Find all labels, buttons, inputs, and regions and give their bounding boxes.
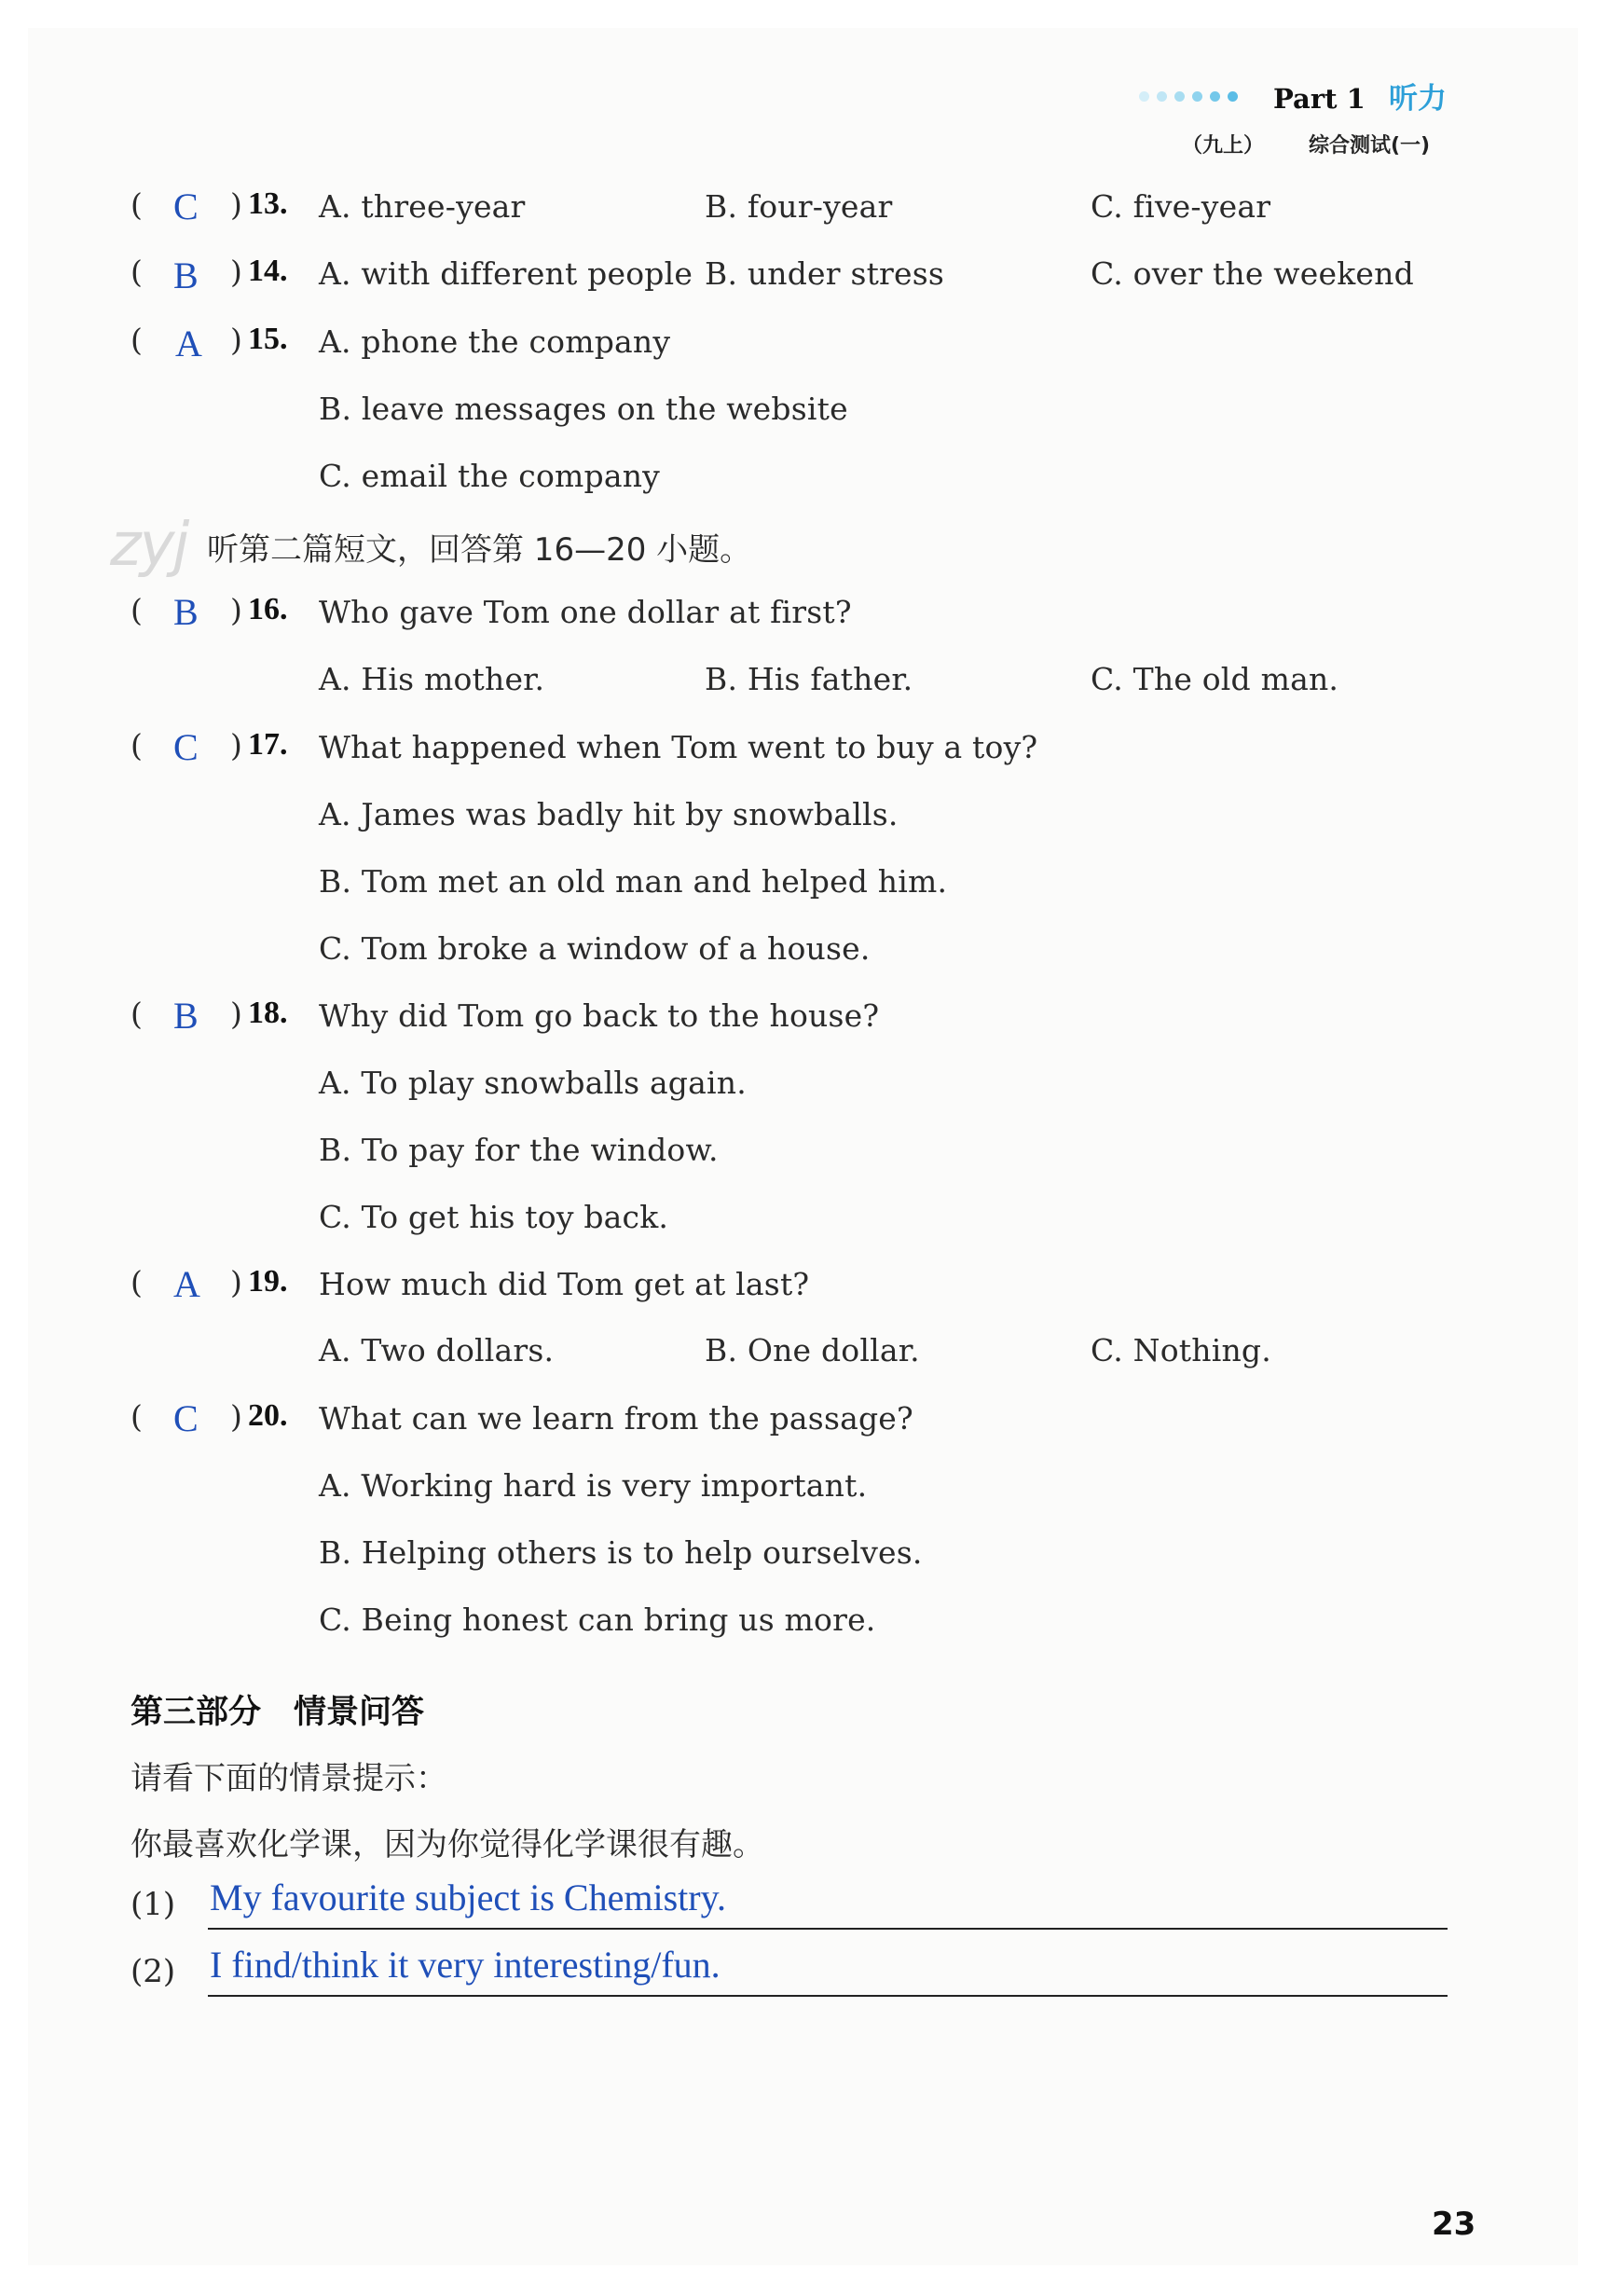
header-dots [1139, 88, 1245, 105]
question-number: 19. [248, 1264, 288, 1299]
header-section: 听力 [1389, 82, 1447, 116]
answer: B [173, 591, 199, 633]
option-c: C. Tom broke a window of a house. [319, 930, 871, 967]
header-dot [1157, 91, 1167, 102]
paren-open: ( [130, 322, 143, 358]
paren-close: ) [230, 186, 242, 223]
option-c: C. The old man. [1091, 661, 1339, 697]
page-number: 23 [1432, 2206, 1476, 2243]
header-dot [1139, 91, 1149, 102]
paren-close: ) [230, 254, 242, 290]
answer: A [175, 323, 202, 364]
option-a: A. His mother. [319, 661, 545, 697]
passage2-intro: 听第二篇短文，回答第 16—20 小题。 [207, 531, 752, 569]
question-text: Who gave Tom one dollar at first? [319, 594, 852, 630]
option-b: B. One dollar. [705, 1332, 920, 1368]
answer-text: I find/think it very interesting/fun. [210, 1944, 721, 1986]
paren-close: ) [230, 592, 242, 628]
option-c: C. five-year [1091, 188, 1271, 225]
paren-open: ( [130, 727, 143, 763]
paren-open: ( [130, 1398, 143, 1435]
header-dot [1174, 91, 1185, 102]
page [28, 28, 1578, 2265]
question-number: 13. [248, 186, 288, 221]
option-a: A. with different people [319, 255, 693, 292]
answer-underline [208, 1995, 1448, 1997]
paren-close: ) [230, 1264, 242, 1300]
answer: B [173, 995, 199, 1037]
question-number: 14. [248, 254, 288, 288]
paren-open: ( [130, 996, 143, 1032]
option-c: C. Nothing. [1091, 1332, 1271, 1368]
option-b: B. Helping others is to help ourselves. [319, 1534, 923, 1571]
answer: B [173, 254, 199, 296]
question-text: How much did Tom get at last? [319, 1266, 810, 1302]
answer: C [173, 186, 199, 227]
answer: C [173, 726, 199, 768]
answer-text: My favourite subject is Chemistry. [210, 1877, 726, 1918]
option-c: C. To get his toy back. [319, 1199, 669, 1235]
header-test: 综合测试(一) [1309, 134, 1431, 158]
watermark: zyj [110, 511, 188, 580]
option-b: B. four-year [705, 188, 893, 225]
paren-close: ) [230, 1398, 242, 1435]
option-c: C. over the weekend [1091, 255, 1414, 292]
option-a: A. Working hard is very important. [319, 1467, 868, 1504]
option-b: B. His father. [705, 661, 913, 697]
paren-close: ) [230, 322, 242, 358]
option-a: A. James was badly hit by snowballs. [319, 796, 899, 832]
answer-label: (1) [130, 1886, 176, 1923]
question-number: 17. [248, 727, 288, 762]
header-part: Part 1 [1273, 83, 1366, 115]
part3-scenario: 你最喜欢化学课，因为你觉得化学课很有趣。 [130, 1826, 764, 1863]
answer: C [173, 1397, 199, 1439]
answer: A [173, 1263, 200, 1305]
question-number: 20. [248, 1398, 288, 1433]
answer-underline [208, 1928, 1448, 1930]
question-text: What can we learn from the passage? [319, 1400, 913, 1437]
option-a: A. three-year [319, 188, 526, 225]
header-grade: （九上） [1182, 134, 1265, 158]
header-dot [1210, 91, 1220, 102]
question-text: What happened when Tom went to buy a toy? [319, 729, 1038, 765]
paren-open: ( [130, 186, 143, 223]
part3-prompt-label: 请看下面的情景提示： [130, 1760, 447, 1797]
option-a: A. Two dollars. [319, 1332, 555, 1368]
paren-open: ( [130, 254, 143, 290]
header-dot [1228, 91, 1238, 102]
question-number: 15. [248, 322, 288, 356]
question-text: Why did Tom go back to the house? [319, 997, 880, 1034]
answer-label: (2) [130, 1953, 176, 1990]
option-b: B. To pay for the window. [319, 1132, 719, 1168]
paren-close: ) [230, 996, 242, 1032]
option-b: B. under stress [705, 255, 945, 292]
paren-open: ( [130, 1264, 143, 1300]
part3-title: 第三部分 情景问答 [130, 1694, 425, 1731]
paren-open: ( [130, 592, 143, 628]
option-b: B. Tom met an old man and helped him. [319, 863, 948, 900]
header-dot [1192, 91, 1202, 102]
question-number: 16. [248, 592, 288, 626]
option-a: A. phone the company [319, 323, 671, 360]
option-c: C. Being honest can bring us more. [319, 1602, 876, 1638]
paren-close: ) [230, 727, 242, 763]
question-number: 18. [248, 996, 288, 1030]
option-c: C. email the company [319, 458, 661, 494]
option-b: B. leave messages on the website [319, 391, 848, 427]
option-a: A. To play snowballs again. [319, 1065, 747, 1101]
